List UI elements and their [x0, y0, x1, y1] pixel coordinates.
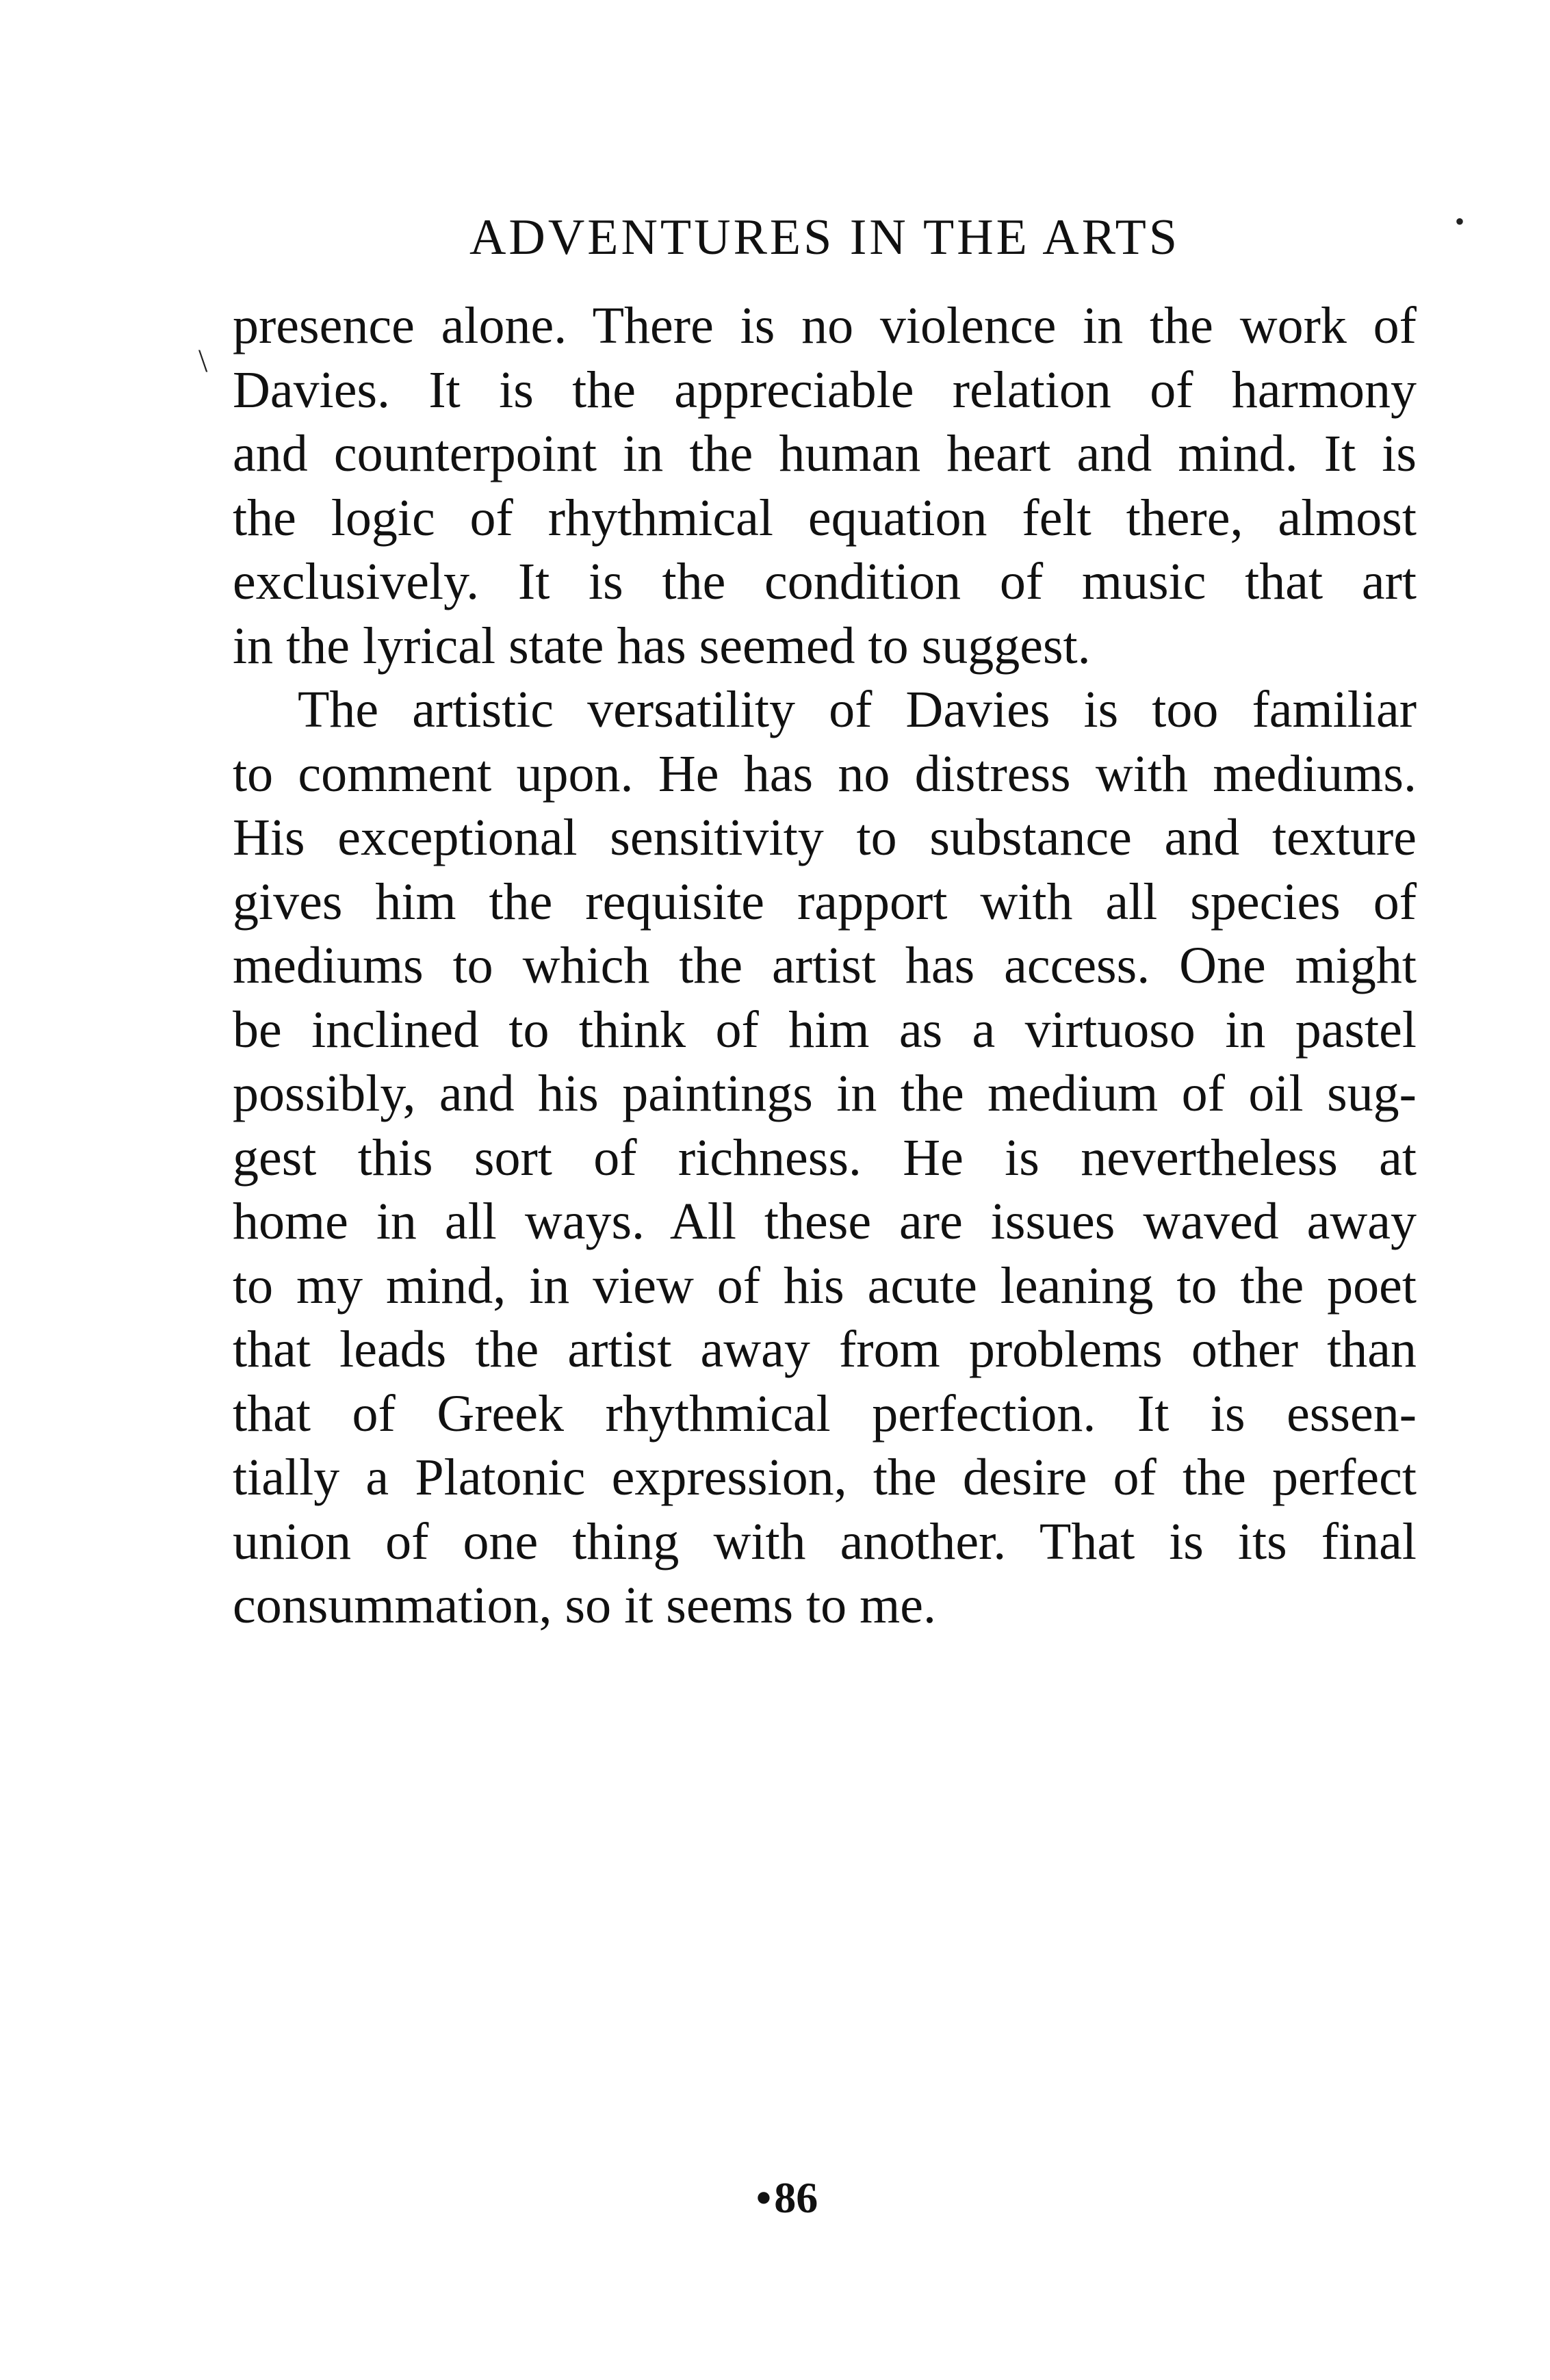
text-line: and counterpoint in the human heart and mind. It is [233, 425, 1417, 482]
text-line: consummation, so it seems to me. [233, 1577, 937, 1634]
text-line: to my mind, in view of his acute leaning to the poet [233, 1256, 1417, 1315]
text-line: tially a Platonic expression, the desire of the perfect [233, 1449, 1417, 1506]
running-head: ADVENTURES IN THE ARTS [469, 209, 1180, 266]
text-line: be inclined to think of him as a virtuoso in pastel [233, 1000, 1417, 1059]
text-line: union of one thing with another. That is its final [233, 1512, 1417, 1570]
text-line: the logic of rhythmical equation felt there, almost [233, 489, 1417, 547]
paragraph-2 [233, 678, 1417, 1638]
stray-mark-icon: \ [198, 343, 208, 379]
text-line: to comment upon. He has no distress with mediums. [233, 745, 1417, 803]
folio-dot-icon: • [755, 2173, 772, 2222]
text-line: gest this sort of richness. He is nevertheless at [233, 1128, 1417, 1187]
paragraph-1 [233, 294, 1417, 678]
text-line: that leads the artist away from problems other than [233, 1321, 1417, 1378]
stray-mark-icon: • [1455, 206, 1465, 237]
text-line: exclusively. It is the condition of music that art [233, 553, 1417, 610]
body-text [233, 294, 1417, 1638]
text-line: that of Greek rhythmical perfection. It is essen- [233, 1384, 1417, 1443]
text-line: His exceptional sensitivity to substance and texture [233, 809, 1417, 866]
text-line: presence alone. There is no violence in the work of [233, 297, 1417, 354]
page-number-text: 86 [774, 2173, 818, 2222]
text-line: The artistic versatility of Davies is too familiar [298, 681, 1417, 738]
text-line: possibly, and his paintings in the medium of oil sug- [233, 1065, 1417, 1122]
text-line: gives him the requisite rapport with all species of [233, 872, 1417, 931]
text-line: in the lyrical state has seemed to suggest. [233, 617, 1091, 675]
text-line: Davies. It is the appreciable relation of harmony [233, 361, 1417, 419]
text-line: home in all ways. All these are issues waved away [233, 1193, 1417, 1250]
page-number [684, 2173, 890, 2222]
text-line: mediums to which the artist has access. One might [233, 937, 1417, 994]
